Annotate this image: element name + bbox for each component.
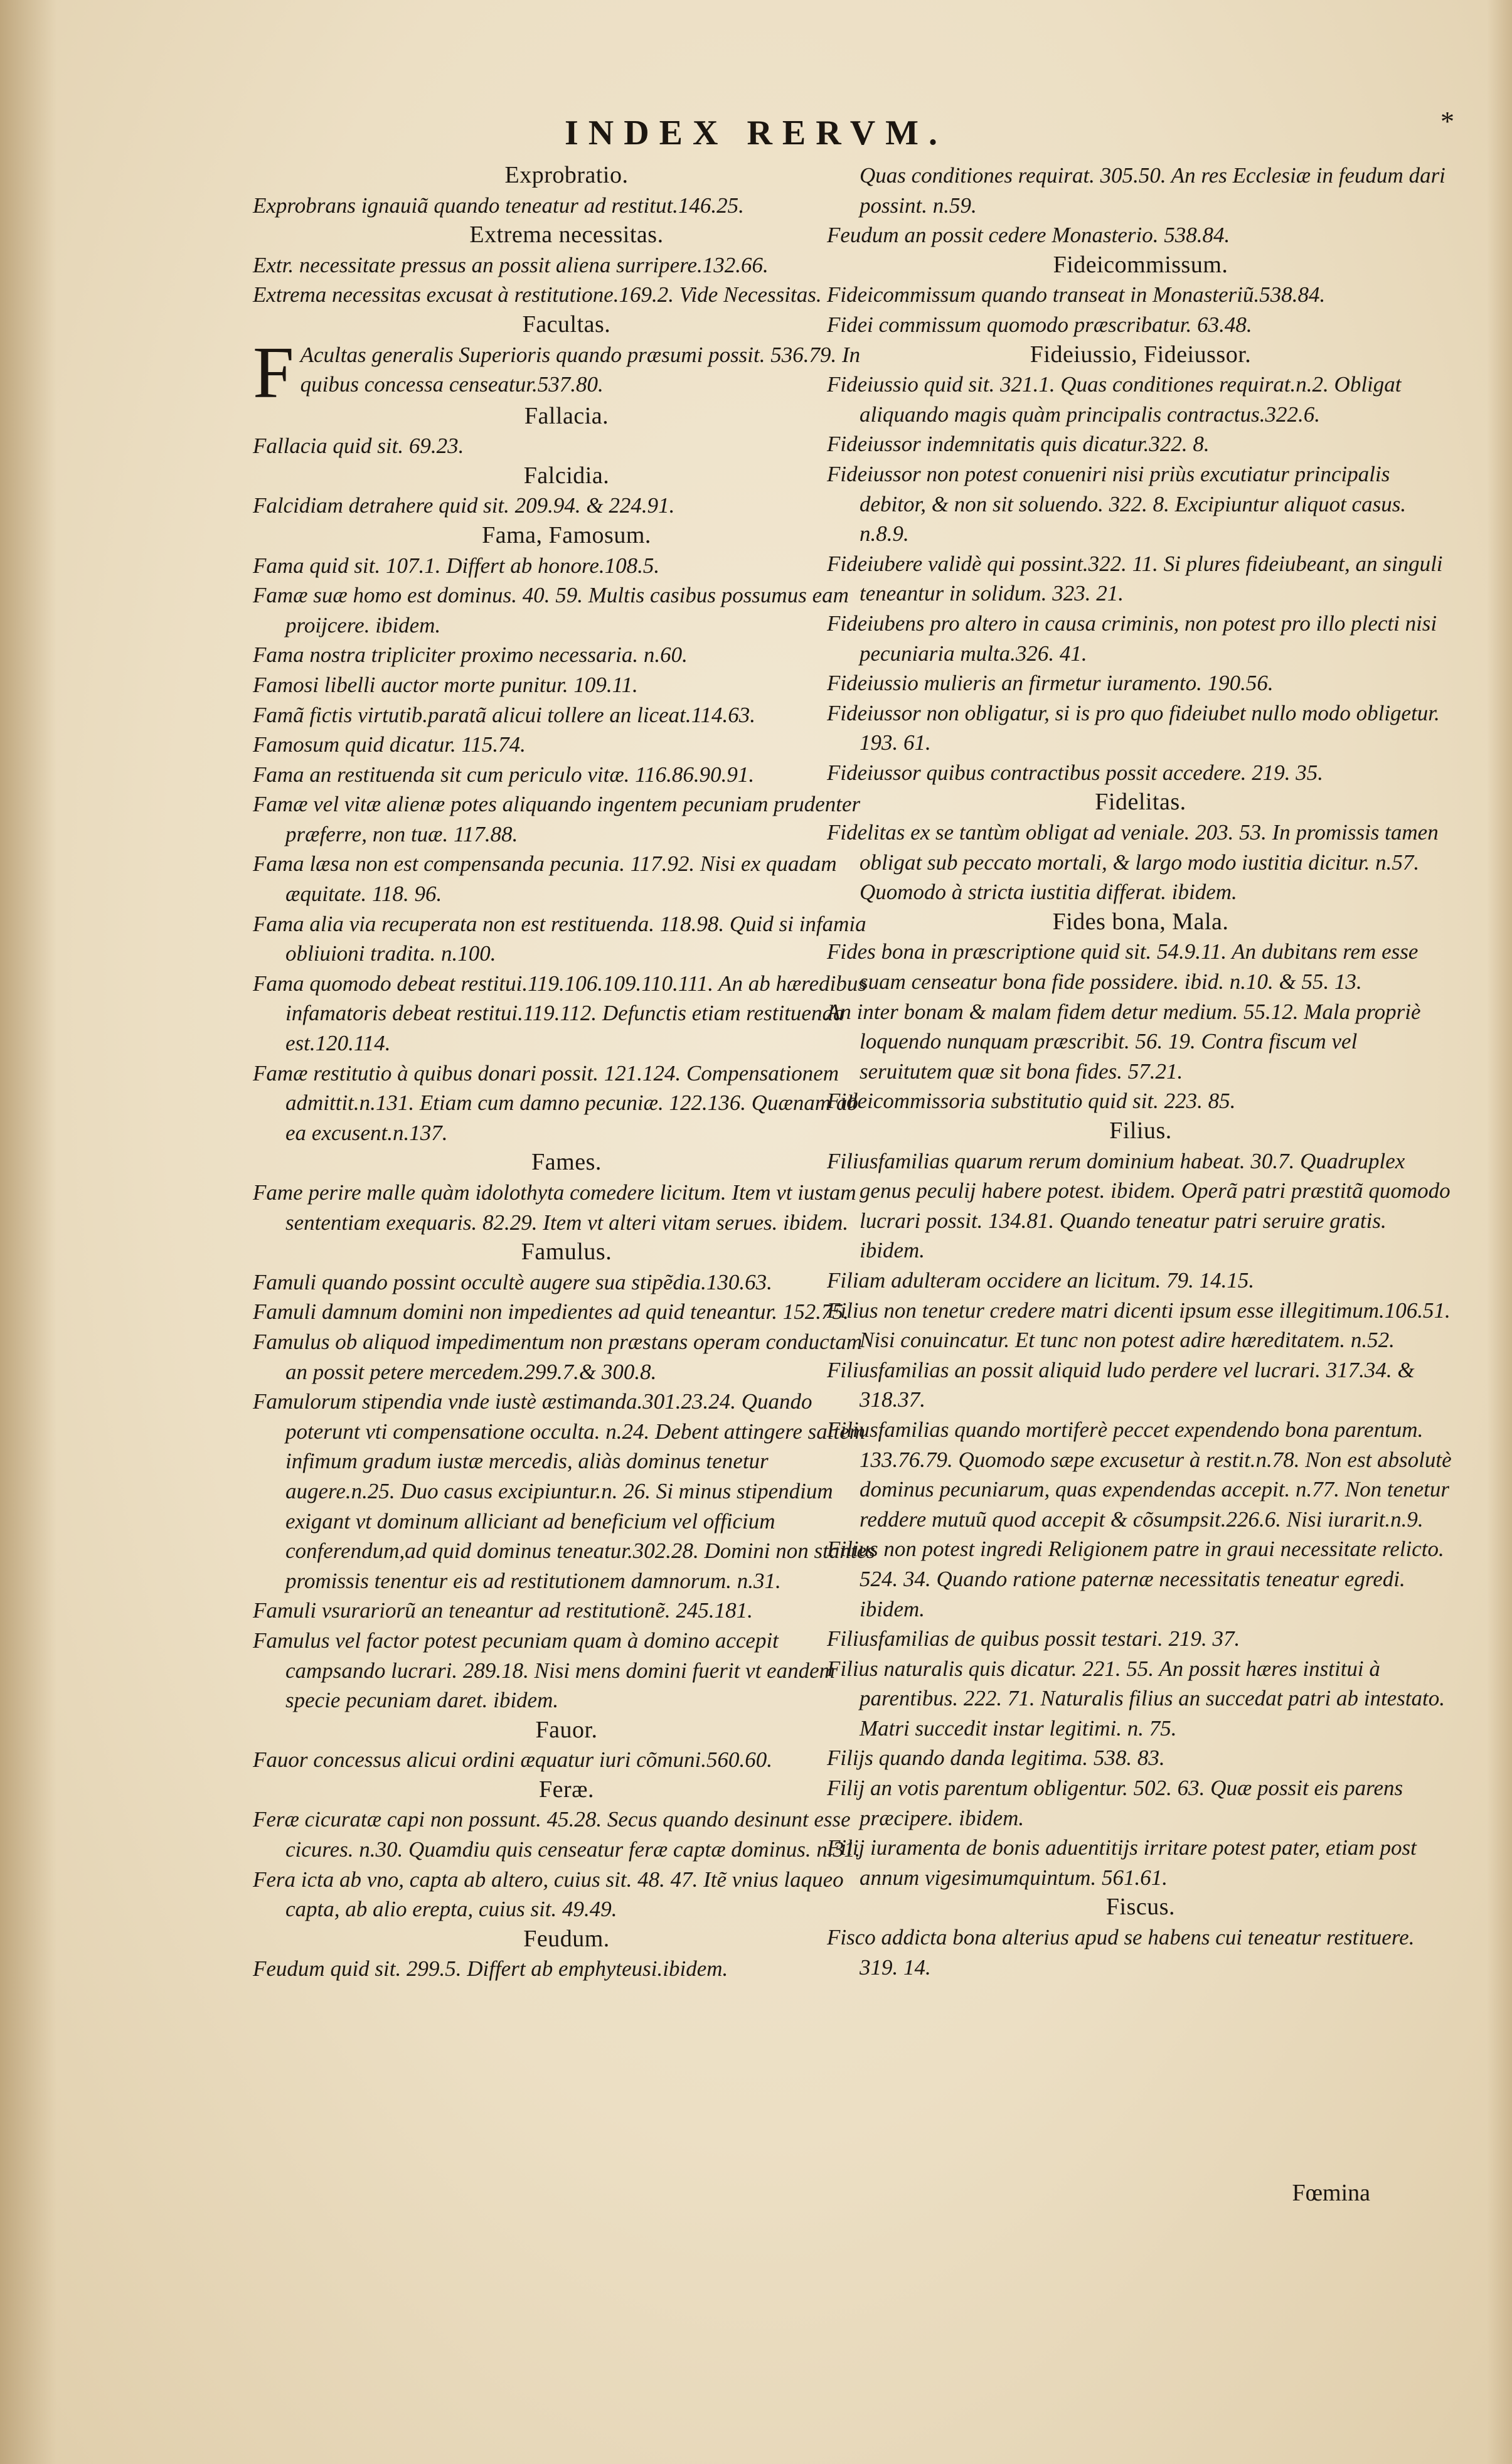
index-entry: Feudum an possit cedere Monasterio. 538.84.: [827, 223, 1230, 248]
index-entry: Feræ cicuratæ capi non possunt. 45.28. Secus quando desinunt esse cicures. n.30. Quamdiu quis censeatur feræ captæ dominus. n.31.: [253, 1807, 861, 1862]
index-entry: Fama nostra tripliciter proximo necessaria. n.60.: [253, 643, 688, 668]
index-heading: Facultas.: [522, 311, 611, 338]
index-entry: Famulus ob aliquod impedimentum non præstans operam conductam an possit petere mercedem.299.7.& 300.8.: [253, 1329, 863, 1384]
index-entry: Filius non tenetur credere matri dicenti ipsum esse illegitimum.106.51. Nisi conuincatur. Et tunc non potest adire hæreditatem. n.52.: [827, 1298, 1451, 1353]
index-heading: Famulus.: [521, 1239, 612, 1266]
index-entry: Fera icta ab vno, capta ab altero, cuius sit. 48. 47. Itẽ vnius laqueo capta, ab alio erepta, cuius sit. 49.49.: [253, 1867, 844, 1922]
index-entry: Fisco addicta bona alterius apud se habens cui teneatur restituere. 319. 14.: [827, 1925, 1415, 1980]
index-heading: Exprobratio.: [504, 162, 629, 188]
index-heading: Fidelitas.: [1095, 789, 1186, 816]
index-entry: Extr. necessitate pressus an possit aliena surripere.132.66.: [253, 252, 769, 277]
index-entry: Famæ restitutio à quibus donari possit. 121.124. Compensationem admittit.n.131. Etiam cum damno pecuniæ. 122.136. Quænam ab ea excusent.n.137.: [253, 1060, 858, 1145]
index-entry: Famuli quando possint occultè augere sua stipẽdia.130.63.: [253, 1269, 772, 1294]
index-entry: Exprobrans ignauiã quando teneatur ad restitut.146.25.: [253, 193, 744, 218]
index-entry: Fauor concessus alicui ordini æquatur iuri cõmuni.560.60.: [253, 1747, 772, 1773]
index-entry: Fama læsa non est compensanda pecunia. 117.92. Nisi ex quadam æquitate. 118. 96.: [253, 851, 837, 907]
gutter-shadow: [0, 0, 56, 2464]
index-entry: Famulus vel factor potest pecuniam quam à domino accepit campsando lucrari. 289.18. Nisi mens domini fuerit vt eandem specie pecuniam daret. ibidem.: [253, 1628, 835, 1713]
index-heading: Falcidia.: [523, 462, 610, 489]
index-entry: Fama an restituenda sit cum periculo vitæ. 116.86.90.91.: [253, 762, 755, 787]
index-entry: Fideiubens pro altero in causa criminis, non potest pro illo plecti nisi pecuniaria multa.326. 41.: [827, 611, 1437, 666]
index-heading: Fallacia.: [524, 402, 609, 429]
index-entry: Filij iuramenta de bonis aduentitijs irritare potest pater, etiam post annum vigesimumquintum. 561.61.: [827, 1835, 1417, 1890]
index-heading: Fama, Famosum.: [482, 521, 651, 548]
index-entry: Filius non potest ingredi Religionem patre in graui necessitate relicto. 524. 34. Quando ratione paternæ necessitatis teneatur egredi. ibidem.: [827, 1537, 1444, 1621]
index-entry: Fideiussor indemnitatis quis dicatur.322. 8.: [827, 432, 1210, 457]
index-entry: Filiusfamilias quarum rerum dominium habeat. 30.7. Quadruplex genus peculij habere potest. ibidem. Operã patri præstitã quomodo lucrari possit. 134.81. Quando teneatur patri seruire gratis. ibidem.: [827, 1148, 1451, 1263]
index-entry: Famã fictis virtutib.paratã alicui tollere an liceat.114.63.: [253, 702, 756, 727]
index-entry: Fama alia via recuperata non est restituenda. 118.98. Quid si infamia obliuioni tradita. n.100.: [253, 911, 866, 966]
page-edge-shadow: [1487, 0, 1512, 2464]
index-entry: Filius naturalis quis dicatur. 221. 55. An possit hæres institui à parentibus. 222. 71. Naturalis filius an succedat patri ab intestato. Matri succedit instar legitimi. n. 75.: [827, 1656, 1445, 1741]
index-heading: Fideiussio, Fideiussor.: [1030, 341, 1252, 368]
index-heading: Filius.: [1109, 1117, 1172, 1144]
index-entry: [253, 340, 880, 402]
index-entry: Fallacia quid sit. 69.23.: [253, 434, 464, 459]
left-column: [253, 161, 880, 1984]
index-heading: Fides bona, Mala.: [1052, 908, 1229, 935]
index-entry: Fideicommissoria substitutio quid sit. 223. 85.: [827, 1089, 1236, 1114]
index-heading: Fideicommissum.: [1053, 251, 1228, 278]
index-heading: Fiscus.: [1105, 1894, 1176, 1921]
index-entry: Famosum quid dicatur. 115.74.: [253, 732, 526, 757]
index-entry: Feudum quid sit. 299.5. Differt ab emphyteusi.ibidem.: [253, 1956, 728, 1981]
index-entry: Fideicommissum quando transeat in Monasteriũ.538.84.: [827, 282, 1326, 307]
drop-capital: F: [253, 339, 294, 402]
right-column: [827, 161, 1454, 1982]
index-entry: Filiusfamilias an possit aliquid ludo perdere vel lucrari. 317.34. & 318.37.: [827, 1357, 1415, 1412]
index-entry-text: Acultas generalis Superioris quando præsumi possit. 536.79. In quibus concessa censeatur.537.80.: [300, 342, 861, 397]
index-heading: Extrema necessitas.: [469, 221, 664, 248]
index-entry: Filij an votis parentum obligentur. 502. 63. Quæ possit eis parens præcipere. ibidem.: [827, 1776, 1403, 1830]
index-entry: Famosi libelli auctor morte punitur. 109.11.: [253, 672, 638, 697]
index-heading: Fames.: [531, 1149, 602, 1176]
index-entry: Fideiussor non potest conueniri nisi priùs excutiatur principalis debitor, & non sit soluendo. 322. 8. Excipiuntur aliquot casus. n.8.9.: [827, 461, 1407, 547]
index-entry: Fideiussio mulieris an firmetur iuramento. 190.56.: [827, 671, 1274, 696]
index-entry: An inter bonam & malam fidem detur medium. 55.12. Mala propriè loquendo nunquam præscribit. 56. 19. Contra fiscum vel seruitutem quæ sit bona fides. 57.21.: [827, 999, 1421, 1084]
index-heading: Feræ.: [539, 1776, 594, 1803]
index-entry: Fideiussor quibus contractibus possit accedere. 219. 35.: [827, 760, 1323, 785]
index-entry: Fama quomodo debeat restitui.119.106.109.110.111. An ab hæredibus infamatoris debeat restitui.119.112. Defunctis etiam restituenda est.120.114.: [253, 971, 867, 1056]
index-entry: Fideiubere validè qui possint.322. 11. Si plures fideiubeant, an singuli teneantur in solidum. 323. 21.: [827, 551, 1443, 606]
index-entry: Filiam adulteram occidere an licitum. 79. 14.15.: [827, 1267, 1255, 1293]
running-head: INDEX RERVM.: [564, 114, 948, 152]
index-entry: Fideiussio quid sit. 321.1. Quas conditiones requirat.n.2. Obligat aliquando magis quàm principalis contractus.322.6.: [827, 372, 1402, 427]
index-entry: Filiusfamilias de quibus possit testari. 219. 37.: [827, 1626, 1240, 1651]
index-entry: Fides bona in præscriptione quid sit. 54.9.11. An dubitans rem esse suam censeatur bona fide possidere. ibid. n.10. & 55. 13.: [827, 939, 1419, 995]
signature-mark: *: [1440, 106, 1454, 137]
index-heading: Feudum.: [523, 1925, 610, 1952]
index-entry: Famæ suæ homo est dominus. 40. 59. Multis casibus possumus eam proijcere. ibidem.: [253, 583, 849, 637]
index-entry: Fidei commissum quomodo præscribatur. 63.48.: [827, 312, 1252, 337]
index-entry: Fama quid sit. 107.1. Differt ab honore.108.5.: [253, 553, 660, 578]
index-entry: Famuli vsurariorũ an teneantur ad restitutionẽ. 245.181.: [253, 1598, 753, 1623]
index-entry: Filiusfamilias quando mortiferè peccet expendendo bona parentum. 133.76.79. Quomodo sæpe excusetur à restit.n.78. Non est absolutè dominus pecuniarum, quas expendendas accepit. n.77. Non tenetur reddere mutuũ quod accepit & cõsumpsit.226.6. Nisi iurarit.n.9.: [827, 1417, 1452, 1532]
index-heading: Fauor.: [535, 1716, 598, 1743]
index-entry: Fame perire malle quàm idolothyta comedere licitum. Item vt iustam sententiam exequaris. 82.29. Item vt alteri vitam serues. ibidem.: [253, 1180, 856, 1235]
index-entry: Falcidiam detrahere quid sit. 209.94. & 224.91.: [253, 493, 675, 518]
index-entry: Famuli damnum domini non impedientes ad quid teneantur. 152.75.: [253, 1299, 849, 1325]
index-entry: Famulorum stipendia vnde iustè æstimanda.301.23.24. Quando poterunt vti compensatione occulta. n.24. Debent attingere saltem infimum gradum iustæ mercedis, aliàs dominus tenetur augere.n.25. Duo casus excipiuntur.n. 26. Si minus stipendium exigant vt dominum alliciant ad beneficium vel officium conferendum,ad quid dominus teneatur.302.28. Domini non stantes promissis tenentur eis ad restitutionem damnorum. n.31.: [253, 1389, 875, 1593]
index-entry: Famæ vel vitæ alienæ potes aliquando ingentem pecuniam prudenter præferre, non tuæ. 117.88.: [253, 792, 861, 846]
index-entry: Filijs quando danda legitima. 538. 83.: [827, 1746, 1165, 1771]
index-entry: Fideiussor non obligatur, si is pro quo fideiubet nullo modo obligetur. 193. 61.: [827, 700, 1440, 755]
catchword: Fœmina: [1292, 2180, 1370, 2206]
index-entry: Fidelitas ex se tantùm obligat ad veniale. 203. 53. In promissis tamen obligat sub peccato mortali, & largo modo iustitia dicitur. n.57. Quomodo à stricta iustitia differat. ibidem.: [827, 820, 1439, 905]
index-entry: Extrema necessitas excusat à restitutione.169.2. Vide Necessitas.: [253, 282, 822, 307]
index-entry-continued: Quas conditiones requirat. 305.50. An res Ecclesiæ in feudum dari possint. n.59.: [860, 163, 1445, 218]
